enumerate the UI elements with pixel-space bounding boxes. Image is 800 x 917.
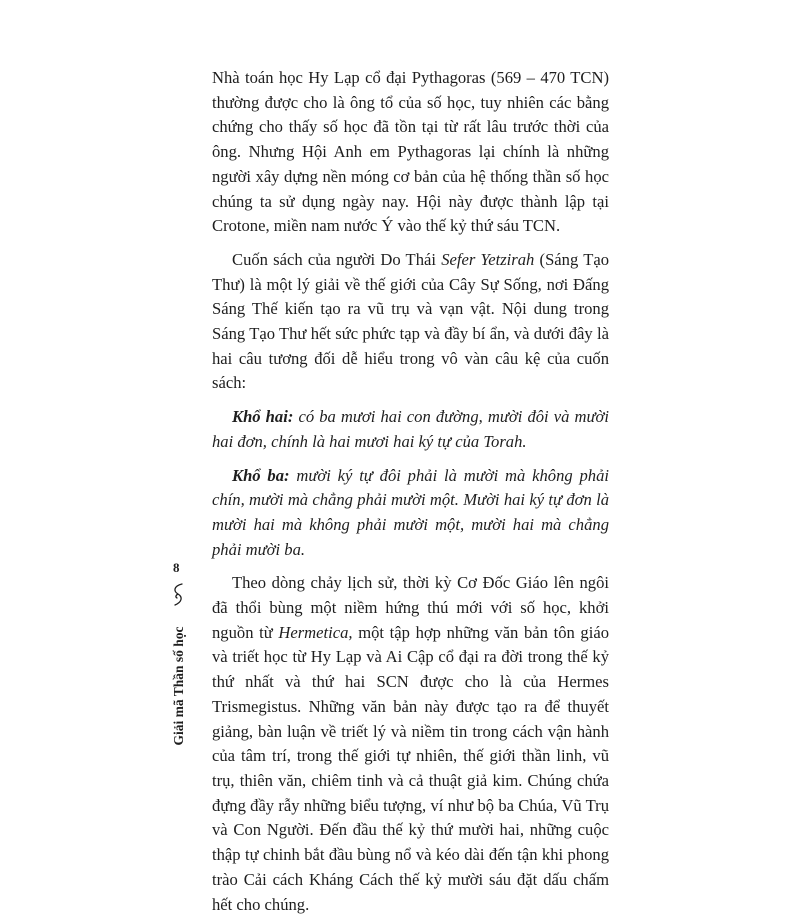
page-margin — [168, 560, 190, 760]
book-title-sefer-yetzirah: Sefer Yetzirah — [441, 249, 535, 269]
verse-label: Khổ hai: — [232, 407, 294, 427]
paragraph-text: (Sáng Tạo Thư) là một lý giải về thế giới của Cây Sự Sống, nơi Đấng Sáng Thế kiến tạo ra vũ trụ và vạn vật. Nội dung trong Sáng Tạo Thư hết sức phức tạp và đầy bí ẩn, và dưới đây là hai câu tương đối dễ hiểu trong vô vàn câu kệ của cuốn sách: — [212, 249, 609, 393]
verse-kho-hai — [212, 405, 609, 454]
paragraph-text: Cuốn sách của người Do Thái — [232, 249, 442, 269]
verse-text: có ba mươi hai con đường, mười đôi và mười hai đơn, chính là hai mươi hai ký tự của Torah. — [212, 407, 610, 451]
book-title-hermetica: Hermetica, — [278, 622, 353, 642]
verse-text: mười ký tự đôi phải là mười mà không phải chín, mười mà chẳng phải mười một. Mười hai ký tự đơn là mười hai mà không phải mười một, mười hai mà chẳng phải mười ba. — [212, 465, 609, 559]
verse-label: Khổ ba: — [232, 465, 290, 485]
paragraph-text: Theo dòng chảy lịch sử, thời kỳ Cơ Đốc Giáo lên ngôi đã thổi bùng một niềm hứng thú mới với số học, khởi nguồn từ — [212, 573, 609, 642]
running-title: Giải mã Thần số học — [171, 626, 186, 746]
swash-ornament-icon — [170, 582, 186, 608]
paragraph-text: một tập hợp những văn bản tôn giáo và triết học từ Hy Lạp và Ai Cập cổ đại ra đời trong thế kỷ thứ nhất và thứ hai SCN được cho là của Hermes Trismegistus. Những văn bản này được tạo ra để thuyết giảng, bàn luận về triết lý và niềm tin trong cách vận hành của tâm trí, trong thế giới tự nhiên, thế giới thần linh, vũ trụ, thiên văn, chiêm tinh và cả thuật giả kim. Chúng chứa đựng đầy rẫy những biểu tượng, ví như bộ ba Chúa, Vũ Trụ và Con Người. Đến đầu thế kỷ thứ mười hai, những cuộc thập tự chinh bắt đầu bùng nổ và kéo dài đến tận khi phong trào Cải cách Kháng Cách thế kỷ mười sáu đặt dấu chấm hết cho chúng. — [212, 622, 610, 914]
paragraph-hermetica — [212, 571, 609, 917]
body-text — [212, 66, 609, 917]
paragraph-sefer-yetzirah — [212, 248, 609, 396]
paragraph-pythagoras: Nhà toán học Hy Lạp cổ đại Pythagoras (569 – 470 TCN) thường được cho là ông tổ của số học, tuy nhiên các bằng chứng cho thấy số học đã tồn tại từ rất lâu trước thời của ông. Nhưng Hội Anh em Pythagoras lại chính là những người xây dựng nền móng cơ bản của hệ thống thần số học chúng ta sử dụng ngày nay. Hội này được thành lập tại Crotone, miền nam nước Ý vào thế kỷ thứ sáu TCN. — [212, 68, 609, 236]
page-number: 8 — [173, 560, 180, 575]
verse-kho-ba — [212, 464, 609, 563]
